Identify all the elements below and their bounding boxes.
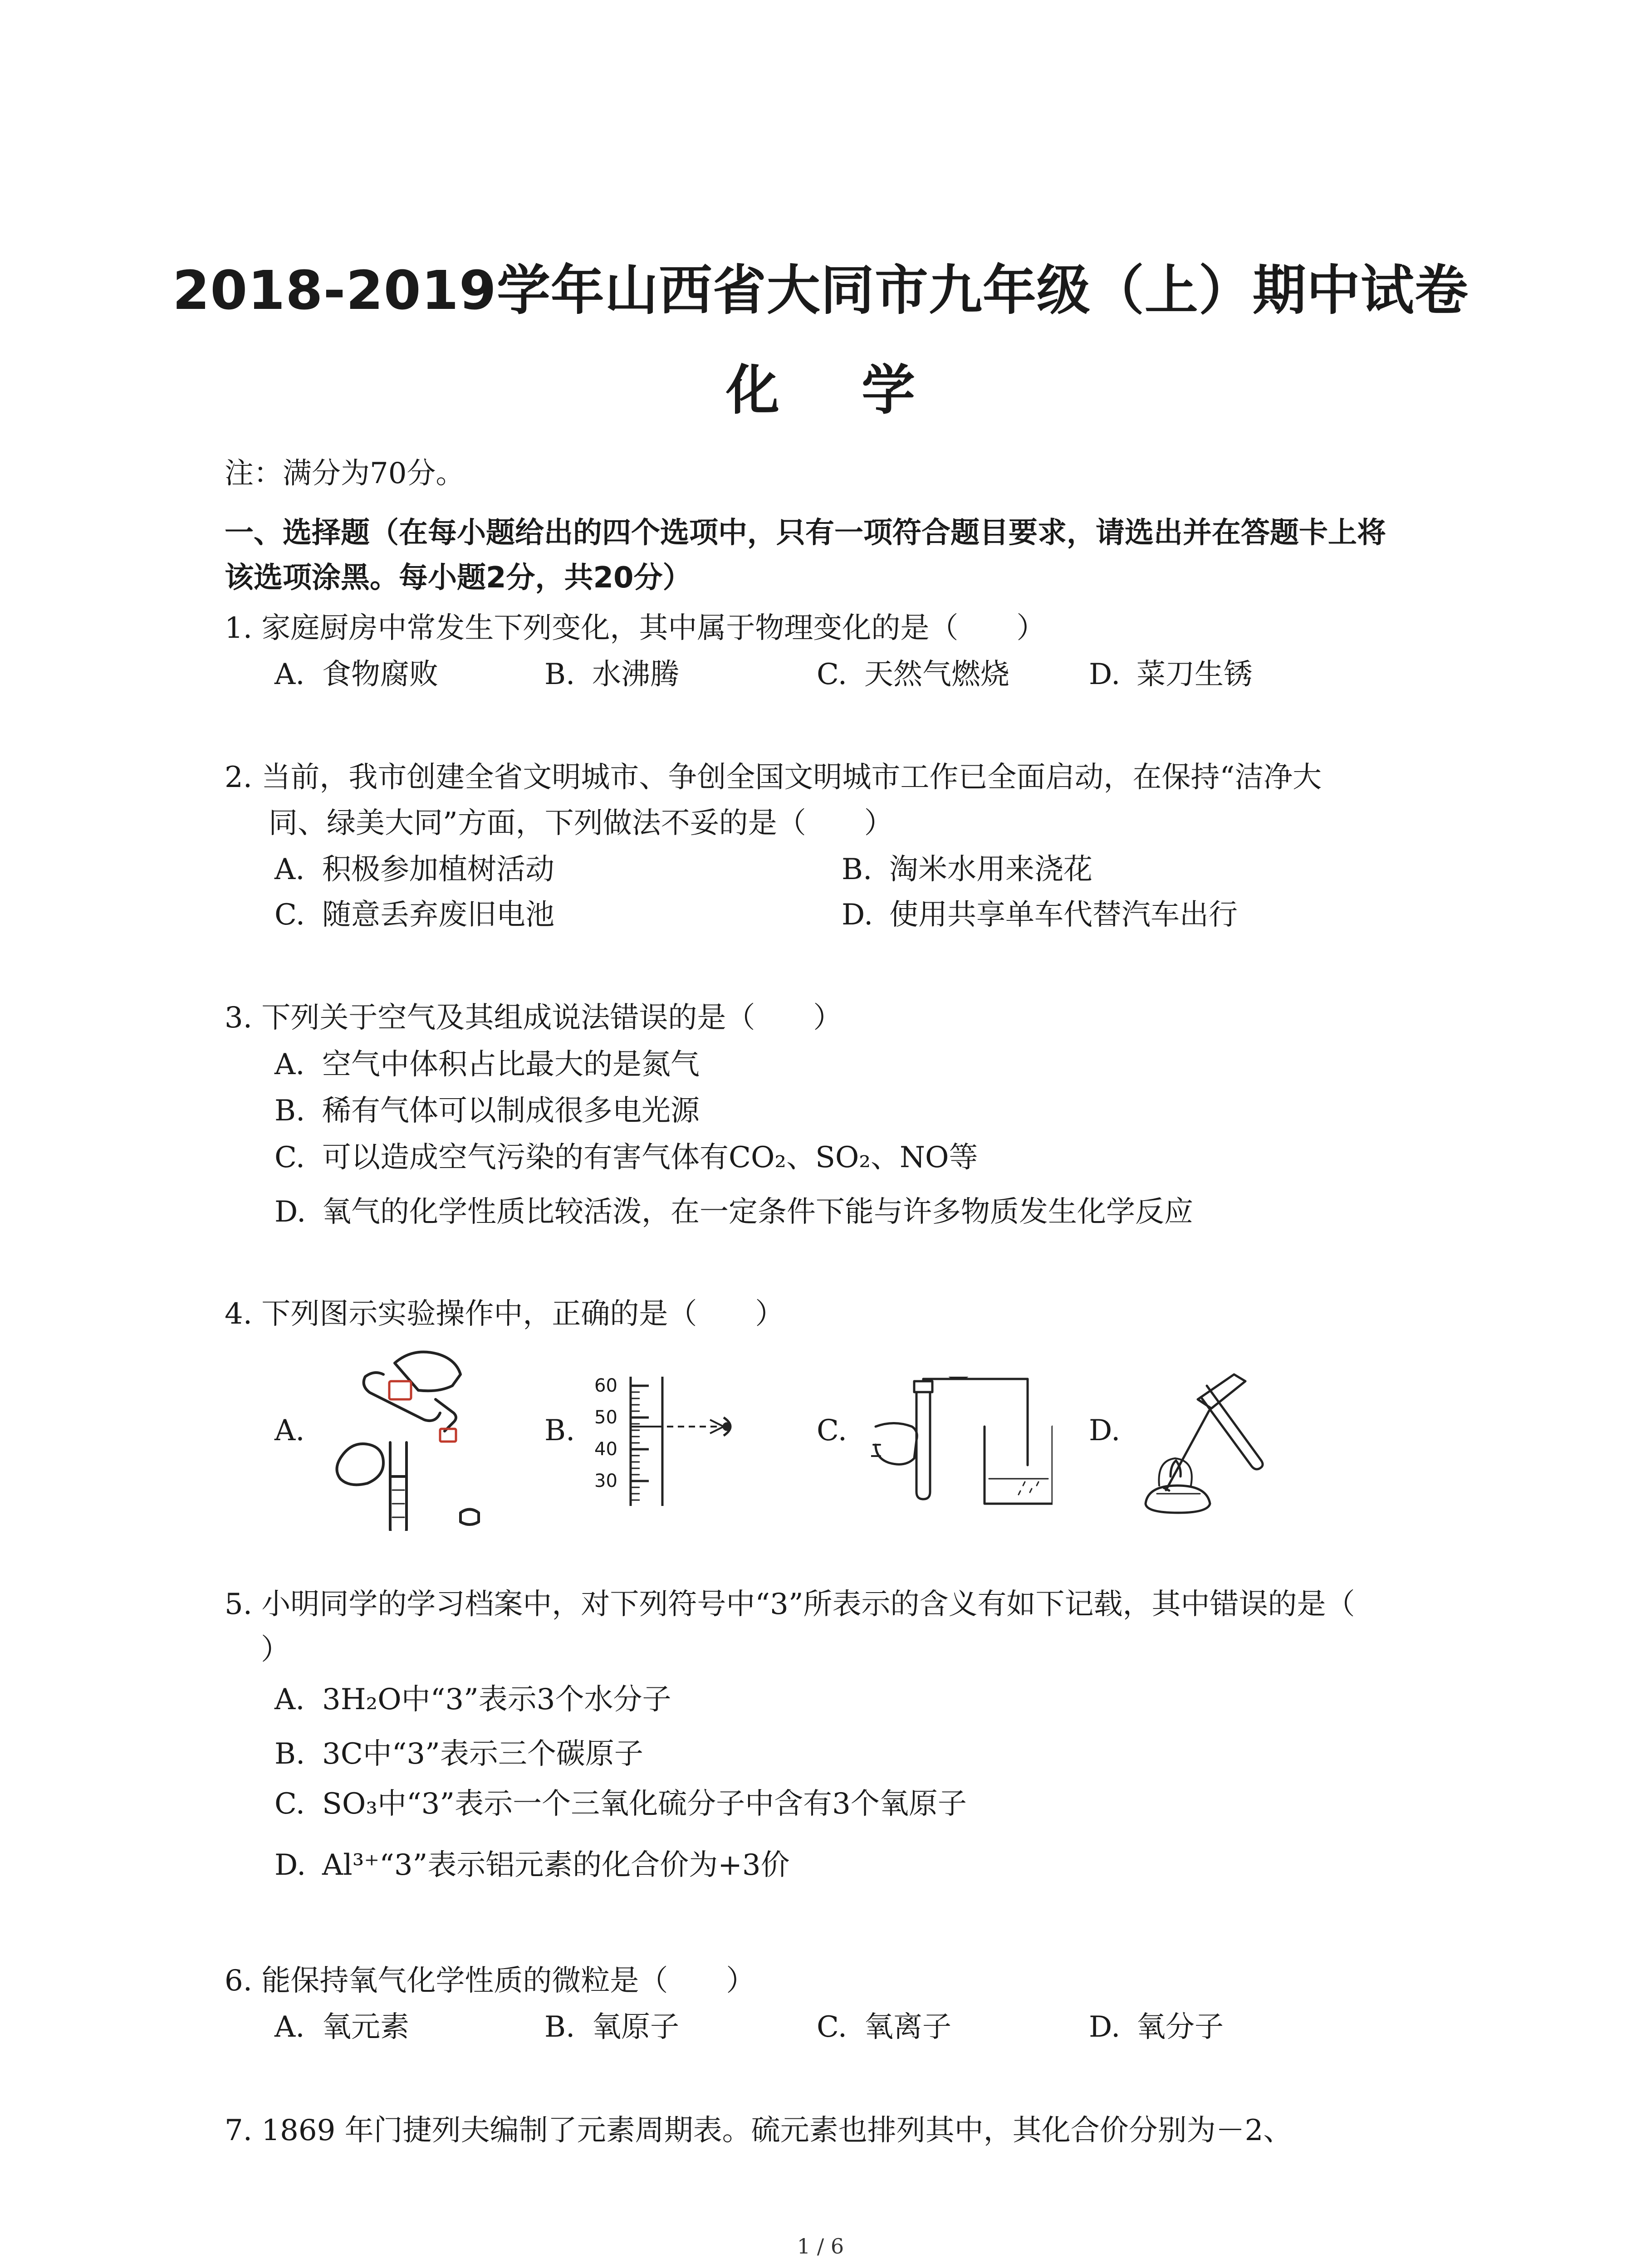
- q4-option-b-letter: B.: [544, 1414, 575, 1447]
- q1-option-a[interactable]: [274, 660, 438, 689]
- q6-option-a[interactable]: [274, 2010, 409, 2044]
- q1-option-a-letter: A.: [274, 658, 305, 691]
- heating-test-tube-figure: [1139, 1372, 1284, 1517]
- q4-option-b[interactable]: [544, 1416, 592, 1445]
- q4-option-d[interactable]: [1089, 1416, 1136, 1445]
- q1-option-a-text: 食物腐败: [322, 658, 438, 691]
- cylinder-tick-60: 60: [594, 1375, 617, 1396]
- question-4-stem: 4. 下列图示实验操作中，正确的是（ ）: [225, 1297, 784, 1331]
- q5-option-b-text: 3C中“3”表示三个碳原子: [322, 1737, 643, 1771]
- question-1-stem: 1. 家庭厨房中常发生下列变化，其中属于物理变化的是（ ）: [225, 611, 1046, 645]
- question-5-stem-line-1: 5. 小明同学的学习档案中，对下列符号中“3”所表示的含义有如下记载，其中错误的是（: [225, 1588, 1355, 1621]
- q3-option-b[interactable]: [274, 1094, 700, 1128]
- q2-option-d-text: 使用共享单车代替汽车出行: [889, 898, 1238, 932]
- cylinder-tick-50: 50: [594, 1407, 617, 1428]
- q4-option-c[interactable]: [817, 1416, 864, 1445]
- q4-option-d-letter: D.: [1089, 1414, 1121, 1447]
- q5-option-c-text: SO₃中“3”表示一个三氧化硫分子中含有3个氧原子: [322, 1787, 967, 1821]
- cylinder-tick-40: 40: [594, 1439, 617, 1460]
- q5-option-a-letter: A.: [274, 1683, 305, 1716]
- q1-option-c-text: 天然气燃烧: [864, 658, 1009, 691]
- q2-option-a-letter: A.: [274, 853, 305, 886]
- q2-option-c[interactable]: [274, 898, 554, 932]
- q6-option-d-text: 氧分子: [1136, 2010, 1224, 2044]
- airtightness-check-figure: [871, 1377, 1053, 1513]
- q6-option-b-text: 氧原子: [592, 2010, 679, 2044]
- q3-option-c[interactable]: [274, 1143, 978, 1172]
- question-2-stem-line-1: 2. 当前，我市创建全省文明城市、争创全国文明城市工作已全面启动，在保持“洁净大: [225, 761, 1322, 794]
- q5-option-c[interactable]: [274, 1787, 967, 1821]
- q3-option-a-letter: A.: [274, 1048, 305, 1081]
- q2-option-d[interactable]: [842, 898, 1238, 932]
- question-5-stem-line-2: ）: [261, 1633, 290, 1667]
- q3-option-c-text: 可以造成空气污染的有害气体有CO₂、SO₂、NO等: [322, 1141, 978, 1174]
- section-1-heading-line-1: 一、选择题（在每小题给出的四个选项中，只有一项符合题目要求，请选出并在答题卡上将: [225, 516, 1386, 550]
- q3-option-d-text: 氧气的化学性质比较活泼，在一定条件下能与许多物质发生化学反应: [322, 1195, 1193, 1229]
- score-note: 注：满分为70分。: [225, 457, 465, 490]
- q3-option-d[interactable]: [274, 1195, 1193, 1229]
- exam-subject: 化 学: [725, 359, 947, 421]
- exam-title: 2018-2019学年山西省大同市九年级（上）期中试卷: [172, 259, 1469, 322]
- pouring-liquid-into-test-tube-figure: [313, 1340, 504, 1531]
- q3-option-d-letter: D.: [274, 1195, 306, 1229]
- q1-option-b[interactable]: [544, 660, 679, 689]
- q1-option-d[interactable]: [1089, 660, 1253, 689]
- q6-option-b[interactable]: [544, 2010, 679, 2044]
- q4-option-a-letter: A.: [274, 1414, 305, 1447]
- question-3-stem: 3. 下列关于空气及其组成说法错误的是（ ）: [225, 1001, 843, 1035]
- q6-option-c-letter: C.: [817, 2010, 847, 2044]
- q1-option-d-text: 菜刀生锈: [1136, 658, 1253, 691]
- q5-option-b[interactable]: [274, 1737, 643, 1771]
- q6-option-d[interactable]: [1089, 2010, 1224, 2044]
- section-1-heading-line-2: 该选项涂黑。每小题2分，共20分）: [225, 561, 692, 595]
- q2-option-c-text: 随意丢弃废旧电池: [322, 898, 554, 932]
- q1-option-b-text: 水沸腾: [592, 658, 679, 691]
- q2-option-b-letter: B.: [842, 853, 872, 886]
- q3-option-a-text: 空气中体积占比最大的是氮气: [322, 1048, 700, 1081]
- q1-option-b-letter: B.: [544, 658, 575, 691]
- q6-option-d-letter: D.: [1089, 2010, 1121, 2044]
- q2-option-b[interactable]: [842, 855, 1092, 884]
- q6-option-a-letter: A.: [274, 2010, 305, 2044]
- q3-option-b-letter: B.: [274, 1094, 305, 1128]
- q1-option-c[interactable]: [817, 660, 1009, 689]
- question-6-stem: 6. 能保持氧气化学性质的微粒是（ ）: [225, 1964, 755, 1998]
- q1-option-d-letter: D.: [1089, 658, 1121, 691]
- q5-option-d-letter: D.: [274, 1848, 306, 1882]
- q5-option-d-text: Al³⁺“3”表示铝元素的化合价为+3价: [322, 1848, 790, 1882]
- q2-option-b-text: 淘米水用来浇花: [889, 853, 1092, 886]
- q5-option-c-letter: C.: [274, 1787, 305, 1821]
- page-number: 1 / 6: [797, 2234, 844, 2258]
- q3-option-a[interactable]: [274, 1050, 700, 1079]
- q1-option-c-letter: C.: [817, 658, 847, 691]
- q3-option-b-text: 稀有气体可以制成很多电光源: [322, 1094, 700, 1128]
- q6-option-c[interactable]: [817, 2010, 951, 2044]
- q5-option-b-letter: B.: [274, 1737, 305, 1771]
- q2-option-a[interactable]: [274, 855, 554, 884]
- q6-option-b-letter: B.: [544, 2010, 575, 2044]
- q5-option-a[interactable]: [274, 1685, 671, 1714]
- question-7-stem: 7. 1869 年门捷列夫编制了元素周期表。硫元素也排列其中，其化合价分别为－2、: [225, 2114, 1293, 2147]
- q2-option-c-letter: C.: [274, 898, 305, 932]
- q2-option-d-letter: D.: [842, 898, 873, 932]
- q5-option-d[interactable]: [274, 1848, 790, 1882]
- q2-option-a-text: 积极参加植树活动: [322, 853, 554, 886]
- question-2-stem-line-2: 同、绿美大同”方面，下列做法不妥的是（ ）: [269, 807, 893, 840]
- cylinder-tick-30: 30: [594, 1471, 617, 1491]
- q3-option-c-letter: C.: [274, 1141, 305, 1174]
- q6-option-a-text: 氧元素: [322, 2010, 409, 2044]
- q4-option-c-letter: C.: [817, 1414, 847, 1447]
- q5-option-a-text: 3H₂O中“3”表示3个水分子: [322, 1683, 671, 1716]
- q6-option-c-text: 氧离子: [864, 2010, 951, 2044]
